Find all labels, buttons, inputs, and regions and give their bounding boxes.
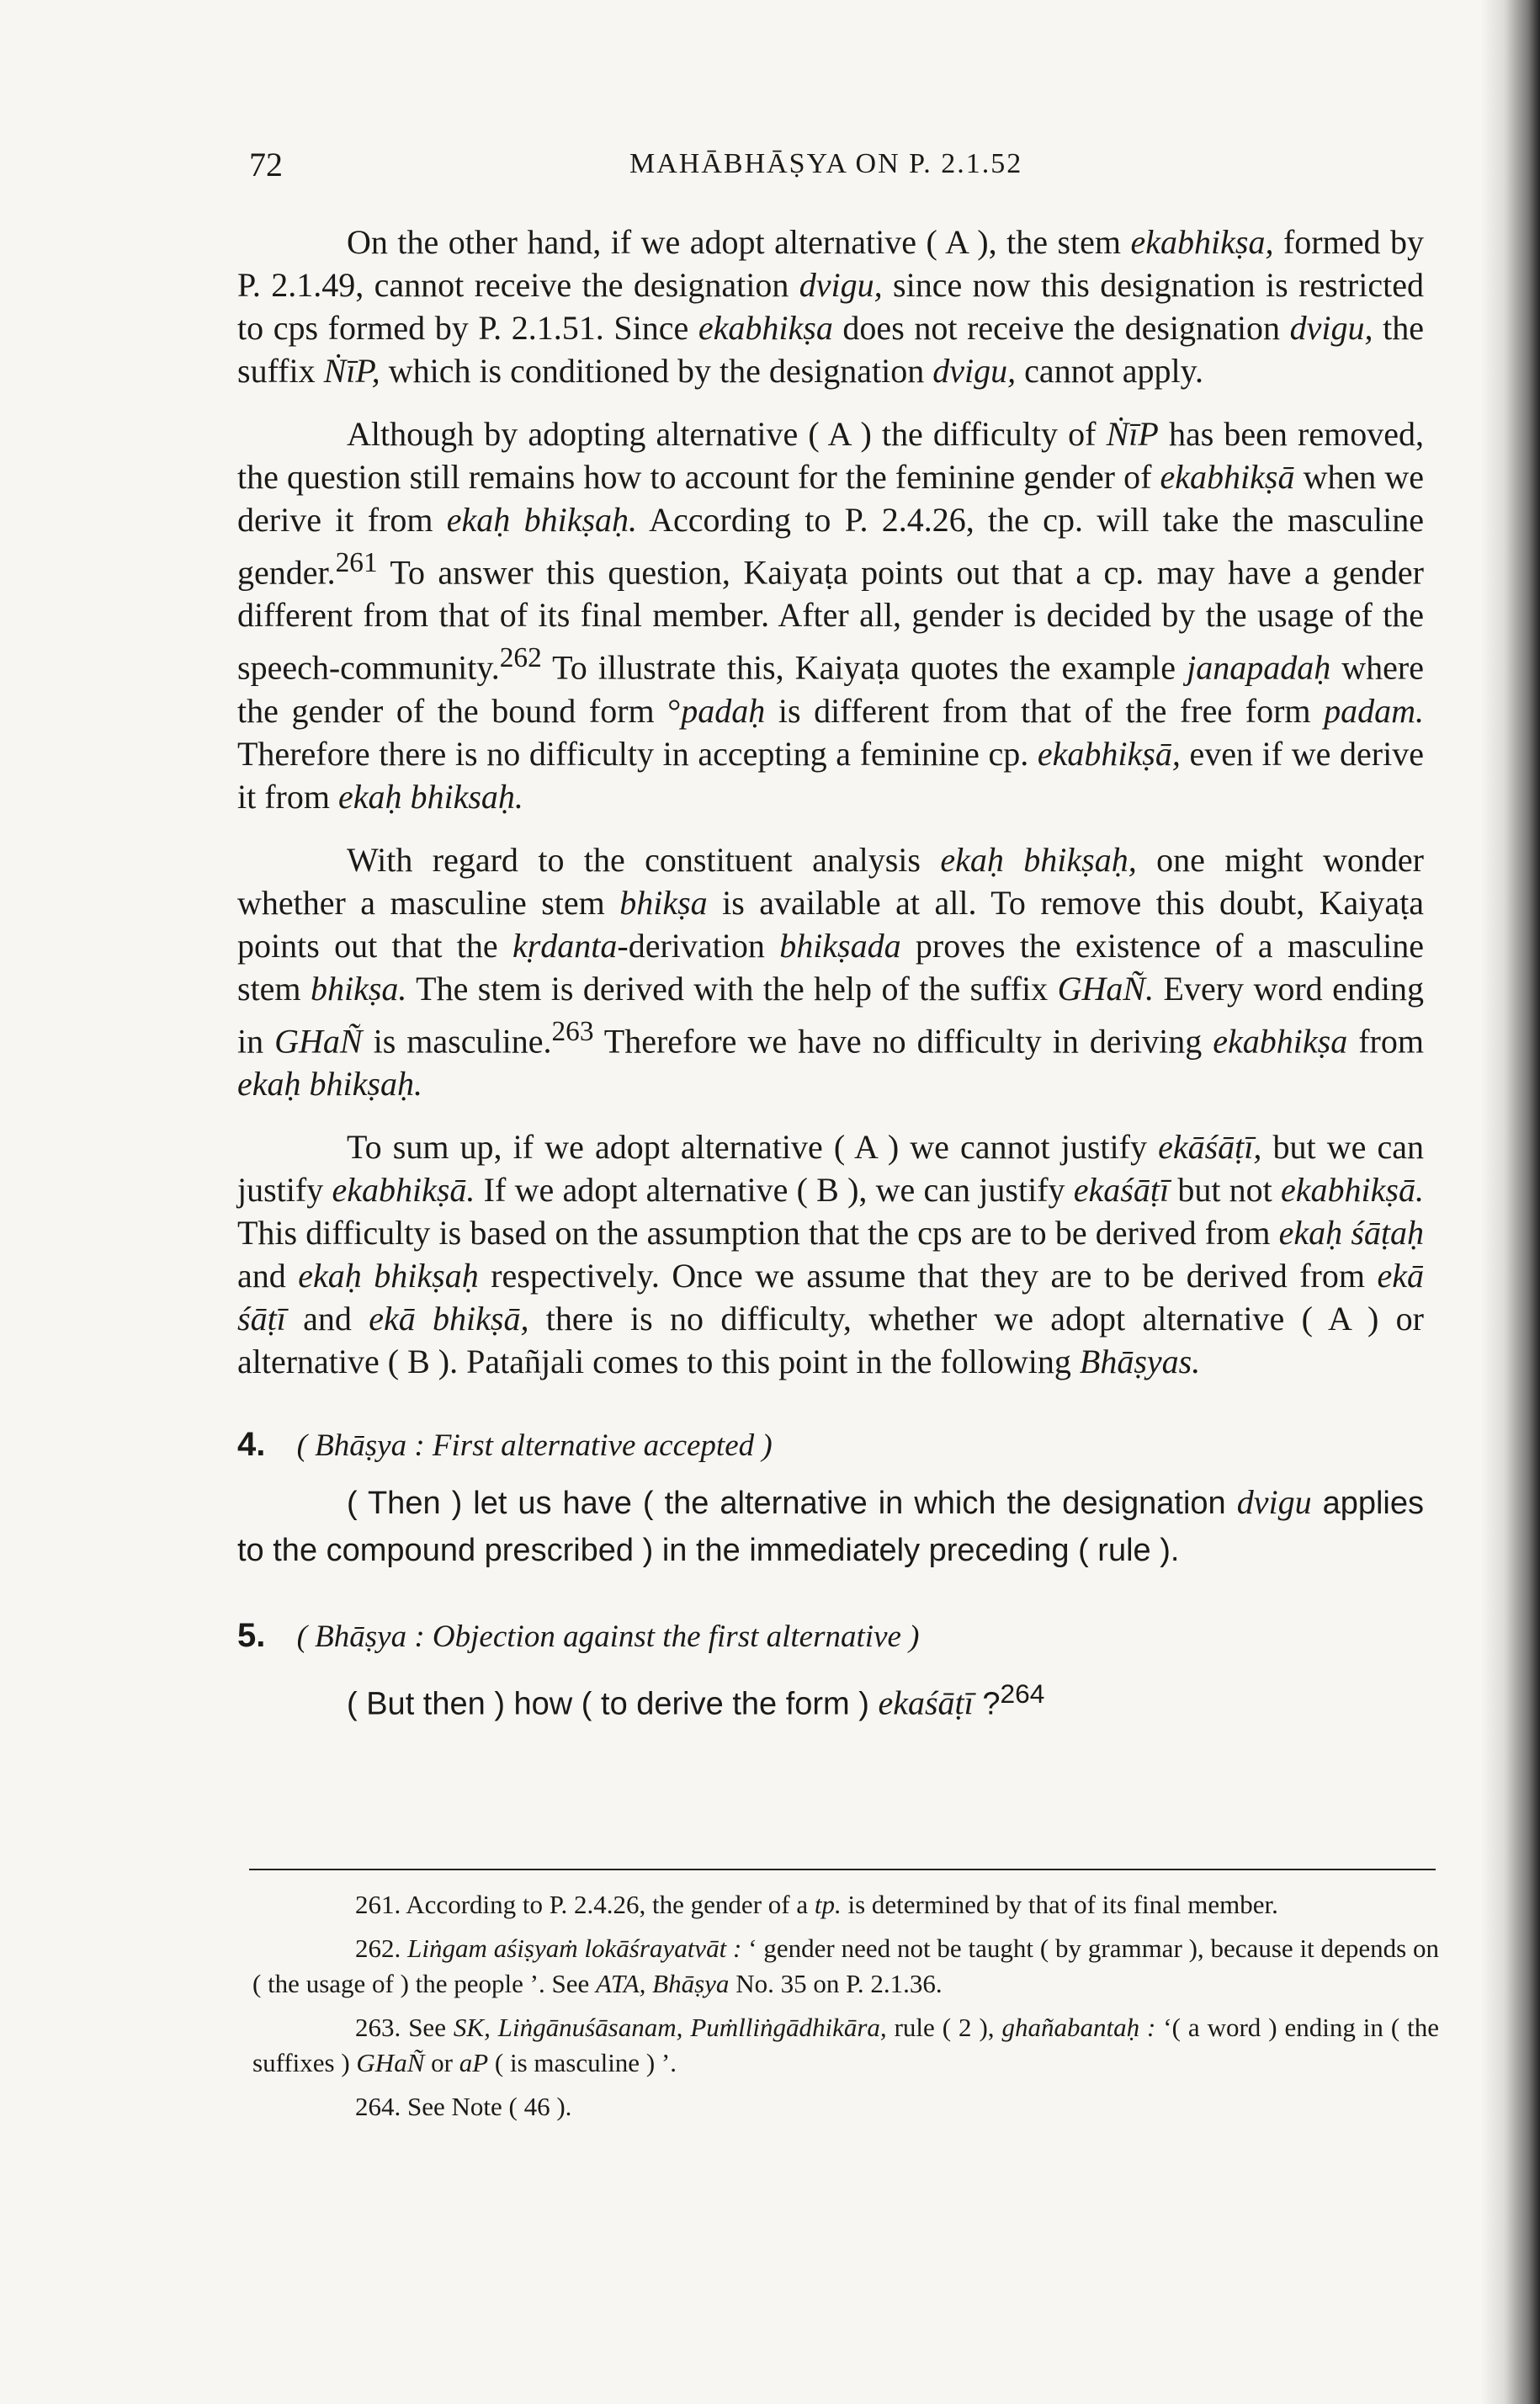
- footnote: [252, 2089, 1439, 2125]
- footnote: [252, 2010, 1439, 2081]
- text-run: If we adopt alternative ( B ), we can justify: [475, 1170, 1074, 1209]
- text-run: and: [285, 1299, 369, 1338]
- text-run: when we derive it from: [237, 458, 1424, 539]
- text-run: is different from that of the free form: [765, 691, 1325, 730]
- text-run: ‘ gender need not be taught ( by grammar ), because it depends on ( the usage of ) the people ’. See: [252, 1933, 1439, 1998]
- text-run: rule ( 2 ),: [886, 2013, 1002, 2042]
- text-run: 261. According to P. 2.4.26, the gender of a: [355, 1890, 815, 1919]
- bhasya-translation: [237, 1670, 1424, 1728]
- italic-term: ṄīP: [1106, 415, 1159, 453]
- italic-term: ekabhikṣa,: [1130, 223, 1274, 261]
- footnote-ref: 261: [335, 547, 378, 578]
- italic-term: dvigu,: [1289, 309, 1373, 347]
- text-run: ( But then ) how ( to derive the form ): [347, 1686, 879, 1722]
- text-run: The stem is derived with the help of the suffix: [406, 969, 1058, 1008]
- italic-term: ekabhikṣa: [698, 309, 833, 347]
- text-run: or: [424, 2048, 459, 2077]
- text-run: 262.: [355, 1933, 408, 1963]
- italic-term: bhikṣa: [619, 883, 708, 922]
- italic-term: ekaśāṭī: [1073, 1170, 1170, 1209]
- text-run: from: [1347, 1021, 1424, 1060]
- section-number: 4.: [237, 1425, 266, 1463]
- text-run: According to P. 2.4.26, the cp. will take the masculine gender.: [237, 501, 1424, 592]
- footnote-divider: [249, 1869, 1436, 1870]
- text-run: This difficulty is based on the assumption that the cps are to be derived from: [237, 1213, 1279, 1252]
- text-run: 264. See Note ( 46 ).: [355, 2092, 572, 2121]
- footnote-ref: 263: [551, 1015, 594, 1047]
- page-number: 72: [249, 146, 283, 183]
- text-run: cannot apply.: [1016, 352, 1204, 390]
- italic-term: ghañabantaḥ :: [1001, 2013, 1156, 2042]
- italic-term: ekā śāṭī: [237, 1256, 1424, 1338]
- text-run: With regard to the constituent analysis: [347, 840, 941, 879]
- text-run: ‘( a word ) ending in ( the suffixes ): [252, 2013, 1439, 2077]
- paragraph: [237, 221, 1424, 392]
- italic-term: ekaḥ bhikṣaḥ.: [446, 501, 638, 539]
- text-run: but not: [1169, 1170, 1282, 1209]
- text-run: To sum up, if we adopt alternative ( A ) we cannot justify: [347, 1127, 1159, 1166]
- footnotes: [252, 1887, 1439, 2133]
- text-run: is masculine.: [362, 1021, 552, 1060]
- italic-term: ṄīP,: [323, 352, 380, 390]
- text-run: even if we derive it from: [237, 734, 1424, 816]
- text-run: but we can justify: [237, 1127, 1424, 1209]
- text-run: is determined by that of its final member.: [841, 1890, 1278, 1919]
- text-run: 263. See: [355, 2013, 454, 2042]
- italic-term: bhikṣa.: [311, 969, 407, 1008]
- text-run: and: [237, 1256, 299, 1295]
- italic-term: ekā bhikṣā,: [369, 1299, 529, 1338]
- paragraph: [237, 412, 1424, 818]
- italic-term: ekaḥ bhikṣaḥ,: [940, 840, 1137, 879]
- italic-term: ekāśāṭī,: [1158, 1127, 1262, 1166]
- text-run: where the gender of the bound form °: [237, 648, 1424, 730]
- main-text: [237, 221, 1424, 1728]
- italic-term: tp.: [814, 1890, 842, 1919]
- italic-term: ekaḥ śāṭaḥ: [1278, 1213, 1424, 1252]
- italic-term: janapadaḥ: [1187, 648, 1331, 687]
- running-title: MAHĀBHĀṢYA ON P. 2.1.52: [629, 148, 1023, 179]
- italic-term: aP: [459, 2048, 489, 2077]
- italic-term: Bhāṣyas.: [1079, 1342, 1201, 1380]
- text-run: Therefore we have no difficulty in deriving: [593, 1021, 1213, 1060]
- italic-term: Liṅgam aśiṣyaṁ lokāśrayatvāt :: [407, 1933, 742, 1963]
- italic-term: padaḥ: [681, 691, 766, 730]
- text-run: since now this designation is restricted to cps formed by P. 2.1.51. Since: [237, 266, 1424, 347]
- italic-term: ekaḥ bhiksaḥ.: [337, 777, 523, 816]
- italic-term: GHaÑ.: [1057, 969, 1155, 1008]
- text-run: To illustrate this, Kaiyaṭa quotes the example: [541, 648, 1187, 687]
- italic-term: ekabhikṣā,: [1037, 734, 1181, 773]
- section-number: 5.: [237, 1616, 266, 1654]
- text-run: Therefore there is no difficulty in accepting a feminine cp.: [237, 734, 1038, 773]
- italic-term: ekabhikṣā: [1160, 458, 1295, 496]
- text-run: is available at all. To remove this doubt, Kaiyaṭa points out that the: [237, 883, 1424, 965]
- text-run: has been removed, the question still remains how to account for the feminine gender of: [237, 415, 1424, 496]
- text-run: ?: [973, 1686, 1001, 1722]
- text-run: Every word ending in: [237, 969, 1425, 1060]
- text-run: proves the existence of a masculine stem: [237, 926, 1424, 1008]
- text-run: ( is masculine ) ’.: [488, 2048, 677, 2077]
- italic-term: ekaḥ bhikṣaḥ: [298, 1256, 479, 1295]
- text-run: respectively. Once we assume that they are to be derived from: [478, 1256, 1378, 1295]
- italic-term: ekaḥ bhikṣaḥ.: [237, 1064, 422, 1103]
- text-run: one might wonder whether a masculine stem: [237, 840, 1424, 922]
- italic-term: padam.: [1324, 691, 1424, 730]
- italic-term: ekaśāṭī: [878, 1683, 974, 1722]
- italic-term: ekabhikṣa: [1213, 1021, 1348, 1060]
- text-run: formed by P. 2.1.49, cannot receive the designation: [237, 223, 1425, 304]
- text-run: On the other hand, if we adopt alternative ( A ), the stem: [347, 223, 1131, 261]
- italic-term: kṛdanta: [512, 926, 618, 965]
- italic-term: GHaÑ: [356, 2048, 425, 2077]
- page-edge-shadow: [1481, 0, 1540, 2404]
- section-heading-5: [237, 1614, 1424, 1658]
- italic-term: dvigu: [1236, 1482, 1312, 1521]
- text-run: To answer this question, Kaiyaṭa points out that a cp. may have a gender different from that of its final member. After all, gender is decided by the usage of the speech-community.: [237, 553, 1424, 687]
- italic-term: ekabhikṣā.: [332, 1170, 475, 1209]
- italic-term: SK, Liṅgānuśāsanam, Puṁlliṅgādhikāra,: [453, 2013, 887, 2042]
- text-run: the suffix: [237, 309, 1424, 390]
- italic-term: ATA, Bhāṣya: [596, 1969, 730, 1998]
- italic-term: dvigu,: [932, 352, 1017, 390]
- text-run: does not receive the designation: [832, 309, 1290, 347]
- text-run: No. 35 on P. 2.1.36.: [729, 1969, 943, 1998]
- footnote: [252, 1931, 1439, 2002]
- text-run: ( Then ) let us have ( the alternative in which the designation: [347, 1485, 1237, 1521]
- bhasya-translation: [237, 1479, 1424, 1574]
- section-title: ( Bhāṣya : First alternative accepted ): [296, 1428, 773, 1463]
- paragraph: [237, 1125, 1424, 1383]
- footnote: [252, 1887, 1439, 1923]
- italic-term: bhikṣada: [779, 926, 901, 965]
- italic-term: dvigu,: [799, 266, 883, 304]
- text-run: -derivation: [617, 926, 780, 965]
- paragraph: [237, 838, 1424, 1105]
- text-run: there is no difficulty, whether we adopt alternative ( A ) or alternative ( B ). Patañjali comes to this point in the following: [237, 1299, 1424, 1380]
- footnote-ref: 262: [499, 642, 542, 674]
- page-header: [249, 145, 1444, 195]
- text-run: applies to the compound prescribed ) in the immediately preceding ( rule ).: [237, 1485, 1425, 1568]
- text-run: Although by adopting alternative ( A ) the difficulty of: [347, 415, 1107, 453]
- italic-term: ekabhikṣā.: [1281, 1170, 1424, 1209]
- text-run: which is conditioned by the designation: [380, 352, 933, 390]
- section-heading-4: [237, 1423, 1424, 1467]
- footnote-ref: 264: [1000, 1678, 1045, 1709]
- italic-term: GHaÑ: [274, 1021, 363, 1060]
- section-title: ( Bhāṣya : Objection against the first alternative ): [296, 1619, 920, 1654]
